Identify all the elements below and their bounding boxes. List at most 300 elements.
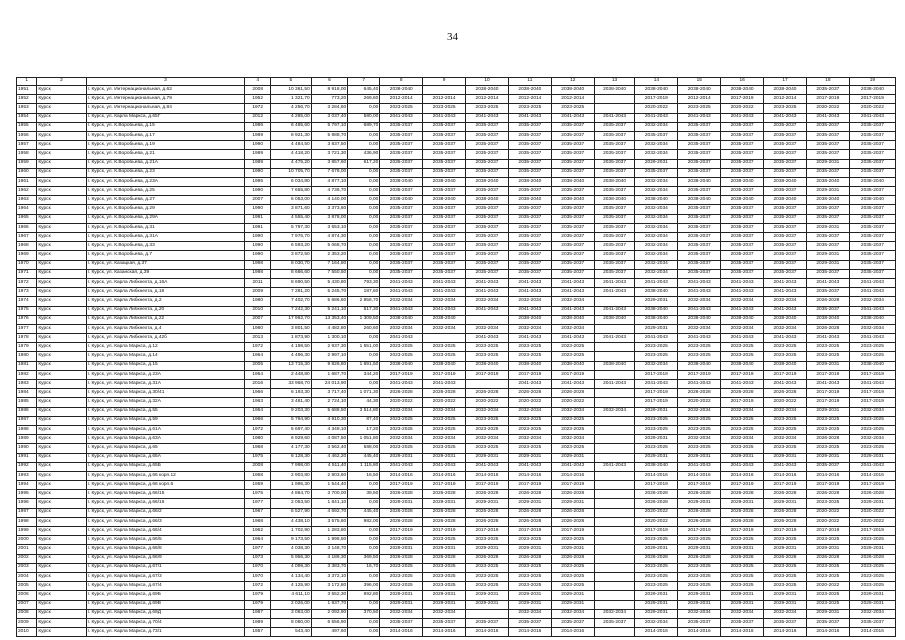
table-cell: 1959 — [245, 481, 271, 490]
table-cell: 2035-2037 — [423, 260, 466, 269]
table-cell: 2032-2034 — [635, 141, 678, 150]
table-cell: г. Курск, ул. Интернациональная, д.62 — [86, 86, 245, 95]
table-cell: 2035-2037 — [423, 242, 466, 251]
table-cell: 2023-2025 — [423, 352, 466, 361]
table-row — [17, 343, 896, 352]
table-cell: 2029-2031 — [721, 591, 764, 600]
table-cell: 2035-2037 — [849, 618, 895, 627]
table-cell: Курск — [37, 187, 86, 196]
table-cell: 2035-2037 — [678, 242, 721, 251]
table-cell: 2038-2040 — [380, 315, 423, 324]
table-cell: 2026-2028 — [806, 324, 849, 333]
table-cell: 2017-2019 — [380, 370, 423, 379]
table-cell: Курск — [37, 324, 86, 333]
table-cell: 2041-2043 — [423, 380, 466, 389]
table-cell: 2041-2043 — [594, 288, 635, 297]
table-cell: г. Курск, ул. Карла Либкнехта, д.22 — [86, 315, 245, 324]
table-cell: 2012-2014 — [423, 95, 466, 104]
table-cell: 2032-2034 — [380, 609, 423, 618]
table-cell: 2032-2034 — [721, 609, 764, 618]
table-cell: 1970 — [245, 563, 271, 572]
table-cell: 2017-2019 — [764, 527, 807, 536]
table-row — [17, 104, 896, 113]
table-cell: 2014-2016 — [806, 628, 849, 637]
table-cell: 2023-2025 — [508, 582, 551, 591]
table-cell: 2029-2031 — [466, 545, 509, 554]
table-cell: 2035-2037 — [721, 260, 764, 269]
table-cell: г. Курск, ул. Карла Маркса, д.66/2 — [86, 508, 245, 517]
table-cell: 2014-2016 — [380, 471, 423, 480]
table-row — [17, 380, 896, 389]
table-cell: 2020-2022 — [508, 398, 551, 407]
table-cell: 2035-2037 — [594, 618, 635, 627]
table-cell: 2023-2025 — [635, 343, 678, 352]
table-cell: 2008 — [245, 86, 271, 95]
table-cell: 2023-2025 — [466, 444, 509, 453]
table-cell: 2017-2019 — [551, 481, 594, 490]
table-cell: 2023-2025 — [721, 416, 764, 425]
table-cell: 2023-2025 — [551, 352, 594, 361]
table-cell: 2032-2034 — [635, 150, 678, 159]
table-cell: 2035-2037 — [594, 159, 635, 168]
table-cell: 1969 — [17, 251, 37, 260]
table-cell: 2017-2019 — [635, 389, 678, 398]
table-cell: 2023-2025 — [721, 352, 764, 361]
table-cell: 17,20 — [348, 425, 380, 434]
table-cell: 2032-2034 — [635, 122, 678, 131]
table-cell: 2026-2028 — [423, 517, 466, 526]
table-cell: 2029-2031 — [806, 260, 849, 269]
table-cell: 2035-2037 — [721, 242, 764, 251]
table-cell: 2014-2016 — [551, 628, 594, 637]
table-cell: 2029-2031 — [849, 600, 895, 609]
table-cell: 2023-2025 — [806, 536, 849, 545]
table-row — [17, 536, 896, 545]
table-cell: 2029-2031 — [721, 600, 764, 609]
table-cell: 2029-2031 — [508, 545, 551, 554]
table-cell: 2029-2031 — [466, 600, 509, 609]
table-cell: г. Курск, ул. К.Воробьева, д.23А — [86, 177, 245, 186]
table-cell: 2035-2037 — [721, 205, 764, 214]
table-cell: 0,00 — [348, 269, 380, 278]
table-cell: 2029-2031 — [423, 499, 466, 508]
table-cell: 0,00 — [348, 572, 380, 581]
table-cell: 2026-2028 — [764, 389, 807, 398]
table-cell: 16,70 — [348, 563, 380, 572]
table-cell: 0,00 — [348, 600, 380, 609]
table-cell: 0,00 — [348, 380, 380, 389]
table-cell: 2017-2019 — [635, 370, 678, 379]
table-cell: 1987 — [245, 609, 271, 618]
table-row — [17, 600, 896, 609]
table-cell: 2038-2040 — [635, 86, 678, 95]
table-cell: 2029-2031 — [380, 499, 423, 508]
table-cell: 2041-2043 — [508, 380, 551, 389]
table-cell: 4 038,30 — [271, 545, 312, 554]
table-cell: 2017-2019 — [678, 527, 721, 536]
table-cell: 1 321,70 — [271, 95, 312, 104]
table-cell: 2035-2037 — [380, 223, 423, 232]
table-row — [17, 196, 896, 205]
table-cell: 445,40 — [348, 508, 380, 517]
table-cell: г. Курск, ул. К.Воробьева, д.19 — [86, 141, 245, 150]
table-cell: 2017-2019 — [806, 527, 849, 536]
table-cell: 1952 — [17, 95, 37, 104]
table-cell: 2032-2034 — [678, 324, 721, 333]
table-cell: 2041-2043 — [551, 334, 594, 343]
table-cell: 2035-2037 — [551, 618, 594, 627]
table-cell: 2029-2031 — [806, 453, 849, 462]
table-cell: 2023-2025 — [635, 416, 678, 425]
table-cell: г. Курск, ул. Карла Маркса, д.66/5 — [86, 536, 245, 545]
table-cell: 5 245,70 — [311, 288, 347, 297]
table-cell: 2038-2040 — [849, 361, 895, 370]
table-cell: 1 300,10 — [311, 334, 347, 343]
table-cell: 2016 — [245, 380, 271, 389]
table-cell: 2026-2028 — [551, 508, 594, 517]
table-cell: 2026-2028 — [678, 554, 721, 563]
table-cell: 2038-2040 — [594, 315, 635, 324]
table-cell: 2026-2028 — [764, 490, 807, 499]
table-cell: 2006 — [17, 591, 37, 600]
table-cell: 2035-2037 — [466, 233, 509, 242]
table-cell — [594, 425, 635, 434]
table-cell: 8 921,30 — [271, 131, 312, 140]
column-header: 1 — [17, 78, 37, 86]
table-cell: 2035-2037 — [551, 214, 594, 223]
table-cell: 2041-2043 — [423, 113, 466, 122]
table-cell: Курск — [37, 352, 86, 361]
table-cell: 2029-2031 — [423, 600, 466, 609]
table-cell: 2029-2031 — [806, 251, 849, 260]
table-cell: 1980 — [245, 435, 271, 444]
table-cell: 2035-2037 — [721, 150, 764, 159]
table-cell: 2026-2028 — [423, 490, 466, 499]
table-cell: 2041-2043 — [635, 380, 678, 389]
table-cell: 2041-2043 — [806, 278, 849, 287]
table-cell: 0,00 — [348, 177, 380, 186]
table-cell: 2035-2037 — [721, 131, 764, 140]
table-cell: 2035-2037 — [594, 223, 635, 232]
table-cell: 2041-2043 — [508, 306, 551, 315]
table-cell — [594, 416, 635, 425]
table-cell — [466, 380, 509, 389]
table-cell: 4 189,30 — [311, 554, 347, 563]
table-cell: 1987 — [17, 416, 37, 425]
table-cell: 2017-2019 — [849, 370, 895, 379]
table-cell: 2035-2037 — [849, 141, 895, 150]
table-cell: г. Курск, ул. Карла Маркса, д.32А — [86, 398, 245, 407]
column-header: 14 — [635, 78, 678, 86]
table-cell: 2035-2037 — [678, 168, 721, 177]
table-cell: 1982 — [17, 370, 37, 379]
table-cell: 2017-2019 — [806, 398, 849, 407]
table-cell: 2035-2037 — [466, 150, 509, 159]
table-cell: 1951 — [17, 86, 37, 95]
table-cell: 2023-2025 — [508, 343, 551, 352]
table-cell: 2035-2037 — [380, 618, 423, 627]
table-cell: 2023-2025 — [508, 352, 551, 361]
table-cell: 2035-2037 — [849, 242, 895, 251]
table-cell: 2023-2025 — [466, 425, 509, 434]
table-cell: 2041-2043 — [678, 306, 721, 315]
table-cell: 2017-2019 — [806, 370, 849, 379]
table-cell: 2032-2034 — [678, 297, 721, 306]
table-cell: 1964 — [17, 205, 37, 214]
table-cell: 2038-2040 — [594, 86, 635, 95]
table-cell: 2032-2034 — [635, 361, 678, 370]
table-cell: 5 797,10 — [311, 122, 347, 131]
table-cell: 2038-2040 — [380, 196, 423, 205]
table-cell: 2035-2037 — [380, 269, 423, 278]
table-cell: 2029-2031 — [466, 591, 509, 600]
table-cell: 2014-2016 — [423, 471, 466, 480]
table-row — [17, 288, 896, 297]
table-cell: 10 361,50 — [271, 86, 312, 95]
table-cell: г. Курск, ул. Карла Маркса, д.63А — [86, 435, 245, 444]
table-cell: Курск — [37, 104, 86, 113]
table-cell: 2029-2031 — [551, 591, 594, 600]
table-cell: 2023-2025 — [764, 444, 807, 453]
table-cell: 3 553,10 — [311, 223, 347, 232]
table-cell: 2023-2025 — [721, 444, 764, 453]
table-cell: 2 803,60 — [311, 471, 347, 480]
table-cell: 445,40 — [348, 453, 380, 462]
table-cell: 2035-2037 — [423, 168, 466, 177]
table-cell: Курск — [37, 582, 86, 591]
table-cell: 3 717,40 — [311, 389, 347, 398]
table-cell: 1990 — [245, 205, 271, 214]
table-cell: 2035-2037 — [551, 205, 594, 214]
table-row — [17, 324, 896, 333]
table-cell: 2023-2025 — [635, 536, 678, 545]
table-cell: Курск — [37, 398, 86, 407]
table-cell: 2035-2037 — [423, 205, 466, 214]
table-cell: 2023-2025 — [764, 352, 807, 361]
table-cell: 2041-2043 — [849, 380, 895, 389]
table-cell: 1998 — [245, 260, 271, 269]
table-cell: 2038-2040 — [594, 177, 635, 186]
column-header: 6 — [311, 78, 347, 86]
table-cell: 1954 — [17, 113, 37, 122]
table-cell: 2038-2040 — [806, 177, 849, 186]
table-cell: г. Курск, ул. Интернациональная, д.79 — [86, 95, 245, 104]
table-cell: г. Курск, ул. К.Воробьева, д.21 — [86, 150, 245, 159]
table-row — [17, 334, 896, 343]
table-cell: 2032-2034 — [849, 297, 895, 306]
table-cell: 2038-2040 — [764, 86, 807, 95]
table-cell: 1980 — [17, 352, 37, 361]
table-cell: 2029-2031 — [551, 545, 594, 554]
table-cell: г. Курск, ул. Карла Маркса, д.15 — [86, 361, 245, 370]
table-cell: 1990 — [245, 233, 271, 242]
table-cell: 2029-2031 — [635, 407, 678, 416]
table-cell: г. Курск, ул. Карла Маркса, д.14 — [86, 352, 245, 361]
table-cell: 2023-2025 — [721, 536, 764, 545]
table-row — [17, 499, 896, 508]
table-cell: 2041-2043 — [764, 334, 807, 343]
table-cell: 2035-2037 — [466, 223, 509, 232]
table-cell: 2035-2037 — [764, 242, 807, 251]
table-row — [17, 168, 896, 177]
table-cell: 2 937,30 — [311, 343, 347, 352]
table-cell: г. Курск, ул. К.Воробьева, д.31 — [86, 223, 245, 232]
table-cell: Курск — [37, 113, 86, 122]
table-cell: 2035-2037 — [551, 150, 594, 159]
table-cell: 2023-2025 — [380, 425, 423, 434]
table-cell: 2014-2016 — [764, 628, 807, 637]
table-row — [17, 591, 896, 600]
table-cell: 2035-2037 — [508, 168, 551, 177]
table-cell: 33 958,70 — [271, 380, 312, 389]
table-cell: 0,00 — [348, 187, 380, 196]
table-cell: 2029-2031 — [721, 545, 764, 554]
table-cell: 3 878,00 — [311, 214, 347, 223]
table-cell: 2035-2037 — [423, 159, 466, 168]
table-cell: 344,20 — [348, 370, 380, 379]
table-row — [17, 508, 896, 517]
table-row — [17, 260, 896, 269]
table-cell: 7 164,80 — [311, 260, 347, 269]
table-cell: 1963 — [245, 398, 271, 407]
table-cell — [594, 591, 635, 600]
table-cell: 2041-2043 — [635, 334, 678, 343]
table-cell: 2026-2028 — [764, 508, 807, 517]
table-cell — [594, 389, 635, 398]
table-cell: 2017-2019 — [635, 481, 678, 490]
table-cell: 1954 — [245, 370, 271, 379]
table-cell: 2035-2037 — [849, 159, 895, 168]
table-row — [17, 141, 896, 150]
table-cell: 2029-2031 — [764, 499, 807, 508]
table-cell: 2041-2043 — [466, 288, 509, 297]
table-cell: 2038-2040 — [551, 177, 594, 186]
column-header: 17 — [764, 78, 807, 86]
table-cell: 1970 — [245, 572, 271, 581]
table-cell: 2035-2037 — [594, 233, 635, 242]
table-cell: г. Курск, ул. Карла Маркса, д.67/1 — [86, 563, 245, 572]
table-cell — [594, 490, 635, 499]
table-cell: г. Курск, ул. Карла Либкнехта, д.16А — [86, 278, 245, 287]
table-cell: 2009 — [245, 288, 271, 297]
column-header: 16 — [721, 78, 764, 86]
table-cell: 2035-2037 — [508, 233, 551, 242]
table-cell: 2041-2043 — [380, 306, 423, 315]
table-cell: 369,50 — [348, 554, 380, 563]
table-row — [17, 315, 896, 324]
table-cell: 2029-2031 — [635, 591, 678, 600]
table-cell: 2035-2037 — [849, 233, 895, 242]
table-cell: Курск — [37, 343, 86, 352]
table-cell: 2035-2037 — [678, 205, 721, 214]
table-cell: 2020-2022 — [806, 517, 849, 526]
table-cell: г. Курск, ул. Карла Маркса, д.23А — [86, 370, 245, 379]
table-cell: 2041-2043 — [678, 113, 721, 122]
table-cell — [594, 508, 635, 517]
table-cell: 2023-2025 — [764, 536, 807, 545]
table-cell: 6 193,30 — [271, 389, 312, 398]
table-cell: 1957 — [17, 141, 37, 150]
table-cell: Курск — [37, 150, 86, 159]
table-cell: 8 080,00 — [271, 618, 312, 627]
table-cell: 1989 — [17, 435, 37, 444]
table-cell: 2023-2025 — [721, 343, 764, 352]
table-cell: 2017-2019 — [849, 527, 895, 536]
table-cell: Курск — [37, 288, 86, 297]
table-cell: 2032-2034 — [551, 297, 594, 306]
table-cell: 2035-2037 — [508, 187, 551, 196]
table-cell: 1991 — [245, 223, 271, 232]
table-cell: 2035-2037 — [678, 251, 721, 260]
table-cell: 2017-2019 — [551, 527, 594, 536]
table-cell: 2035-2037 — [466, 214, 509, 223]
table-cell: 1985 — [17, 398, 37, 407]
table-cell: 6 053,00 — [271, 196, 312, 205]
table-cell — [594, 444, 635, 453]
table-cell: 4 125,90 — [271, 582, 312, 591]
table-row — [17, 352, 896, 361]
table-cell: 2026-2028 — [806, 554, 849, 563]
table-cell: 2035-2037 — [380, 260, 423, 269]
table-cell: 2041-2043 — [508, 288, 551, 297]
table-row — [17, 223, 896, 232]
table-cell: Курск — [37, 131, 86, 140]
table-cell: 2012-2014 — [764, 95, 807, 104]
table-cell: 3 857,60 — [311, 159, 347, 168]
table-cell: 2023-2025 — [380, 444, 423, 453]
table-cell: 17 962,70 — [271, 315, 312, 324]
table-cell: 3 801,50 — [271, 324, 312, 333]
table-cell: 2029-2031 — [466, 499, 509, 508]
table-cell: 2041-2043 — [806, 380, 849, 389]
table-cell: 2035-2037 — [635, 131, 678, 140]
table-cell: 2032-2034 — [423, 407, 466, 416]
table-cell: 2035-2037 — [423, 251, 466, 260]
table-cell: 2035-2037 — [594, 205, 635, 214]
table-cell: 2 856,70 — [348, 297, 380, 306]
table-cell: 4 484,50 — [271, 141, 312, 150]
table-cell: 2023-2025 — [380, 563, 423, 572]
table-cell: 1997 — [17, 508, 37, 517]
table-cell: 6 485,60 — [271, 122, 312, 131]
table-cell: 8 690,50 — [271, 278, 312, 287]
table-cell: 1966 — [17, 223, 37, 232]
table-cell: 2035-2037 — [380, 187, 423, 196]
table-cell: 2029-2031 — [721, 499, 764, 508]
table-cell: 1 051,80 — [348, 435, 380, 444]
table-cell: 2023-2025 — [380, 572, 423, 581]
table-cell: 2014-2016 — [635, 628, 678, 637]
table-cell: 1992 — [17, 462, 37, 471]
table-cell: 2035-2037 — [594, 214, 635, 223]
table-cell: 2023-2025 — [380, 104, 423, 113]
table-cell: 2001 — [17, 545, 37, 554]
table-cell: 2023-2025 — [721, 425, 764, 434]
table-cell — [594, 370, 635, 379]
table-cell: 1990 — [245, 168, 271, 177]
table-cell: 2026-2028 — [466, 490, 509, 499]
table-cell: Курск — [37, 527, 86, 536]
table-cell: 1973 — [17, 288, 37, 297]
table-cell: 2004 — [17, 572, 37, 581]
table-cell: 1971 — [17, 269, 37, 278]
table-cell: 2041-2043 — [849, 278, 895, 287]
table-cell: 2029-2031 — [508, 591, 551, 600]
table-cell: 2023-2025 — [551, 563, 594, 572]
table-cell: Курск — [37, 572, 86, 581]
table-cell: 2041-2043 — [594, 306, 635, 315]
table-cell: 1957 — [245, 628, 271, 637]
